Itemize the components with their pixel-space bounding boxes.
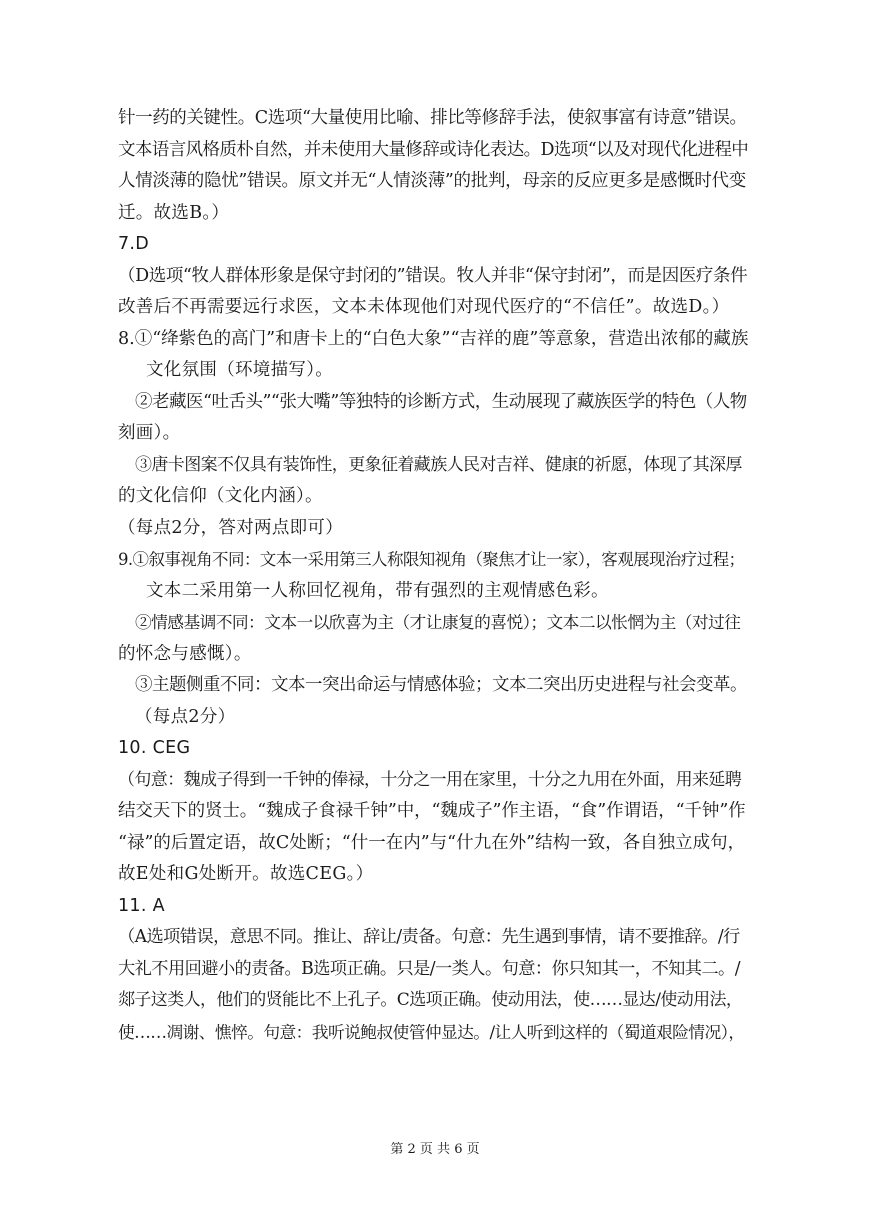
text-line: “禄”的后置定语，故C处断；“什一在内”与“什九在外”结构一致，各自独立成句， [118, 832, 746, 853]
text-line: 的文化信仰（文化内涵）。 [118, 486, 323, 506]
text-line: 针一药的关键性。C选项“大量使用比喻、排比等修辞手法，使叙事富有诗意”错误。 [118, 108, 747, 128]
text-line: ③主题侧重不同：文本一突出命运与情感体验；文本二突出历史进程与社会变革。 [135, 675, 747, 695]
text-line: 大礼不用回避小的责备。B选项正确。只是/一类人。句意：你只知其一，不知其二。/ [118, 958, 740, 979]
scoring-note: （每点2分） [135, 706, 236, 727]
text-line: ②情感基调不同：文本一以欣喜为主（才让康复的喜悦）；文本二以怅惘为主（对过往 [135, 612, 741, 632]
question-9-answer: 9.①叙事视角不同：文本一采用第三人称限知视角（聚焦才让一家），客观展现治疗过程； [118, 550, 745, 569]
text-line: 文本语言风格质朴自然，并未使用大量修辞或诗化表达。D选项“以及对现代化进程中 [118, 139, 749, 160]
text-line: （句意：魏成子得到一千钟的俸禄，十分之一用在家里，十分之九用在外面，用来延聘 [118, 769, 742, 790]
scoring-note: （每点2分，答对两点即可） [118, 517, 344, 538]
page-number-footer: 第 2 页 共 6 页 [390, 1142, 480, 1157]
question-number-7: 7.D [118, 234, 150, 254]
text-line: 刻画）。 [118, 423, 181, 443]
text-line: 文化氛围（环境描写）。 [146, 360, 334, 380]
question-number-10: 10. CEG [118, 738, 191, 758]
text-line: （A选项错误，意思不同。推让、辞让/责备。句意：先生遇到事情，请不要推辞。/行 [118, 927, 740, 947]
question-8-answer: 8.①“绛紫色的高门”和唐卡上的“白色大象”“吉祥的鹿”等意象，营造出浓郁的藏族 [118, 328, 749, 349]
text-line: 使……凋谢、憔悴。句意：我听说鲍叔使管仲显达。/让人听到这样的（蜀道艰险情况）， [118, 1021, 745, 1042]
text-line: （D选项“牧人群体形象是保守封闭的”错误。牧人并非“保守封闭”，而是因医疗条件 [118, 265, 748, 286]
text-line: 故E处和G处断开。故选CEG。） [118, 864, 374, 884]
text-line: 文本二采用第一人称回忆视角，带有强烈的主观情感色彩。 [146, 580, 609, 601]
text-line: ②老藏医“吐舌头”“张大嘴”等独特的诊断方式，生动展现了藏族医学的特色（人物 [135, 391, 747, 412]
text-line: 的怀念与感慨）。 [118, 643, 252, 664]
text-line: 结交天下的贤士。“魏成子食禄千钟”中，“魏成子”作主语，“食”作谓语，“千钟”作 [118, 801, 746, 821]
text-line: 人情淡薄的隐忧”错误。原文并无“人情淡薄”的批判，母亲的反应更多是感慨时代变 [118, 171, 746, 191]
text-line: 改善后不再需要远行求医，文本未体现他们对现代医疗的“不信任”。故选D。） [118, 297, 730, 317]
question-number-11: 11. A [118, 895, 165, 916]
answer-text [118, 103, 748, 1048]
text-line: 郯子这类人，他们的贤能比不上孔子。C选项正确。使动用法，使……显达/使动用法， [118, 990, 743, 1010]
text-line: ③唐卡图案不仅具有装饰性，更象征着藏族人民对吉祥、健康的祈愿，体现了其深厚 [135, 454, 742, 475]
text-line: 迁。故选B。） [118, 202, 230, 223]
